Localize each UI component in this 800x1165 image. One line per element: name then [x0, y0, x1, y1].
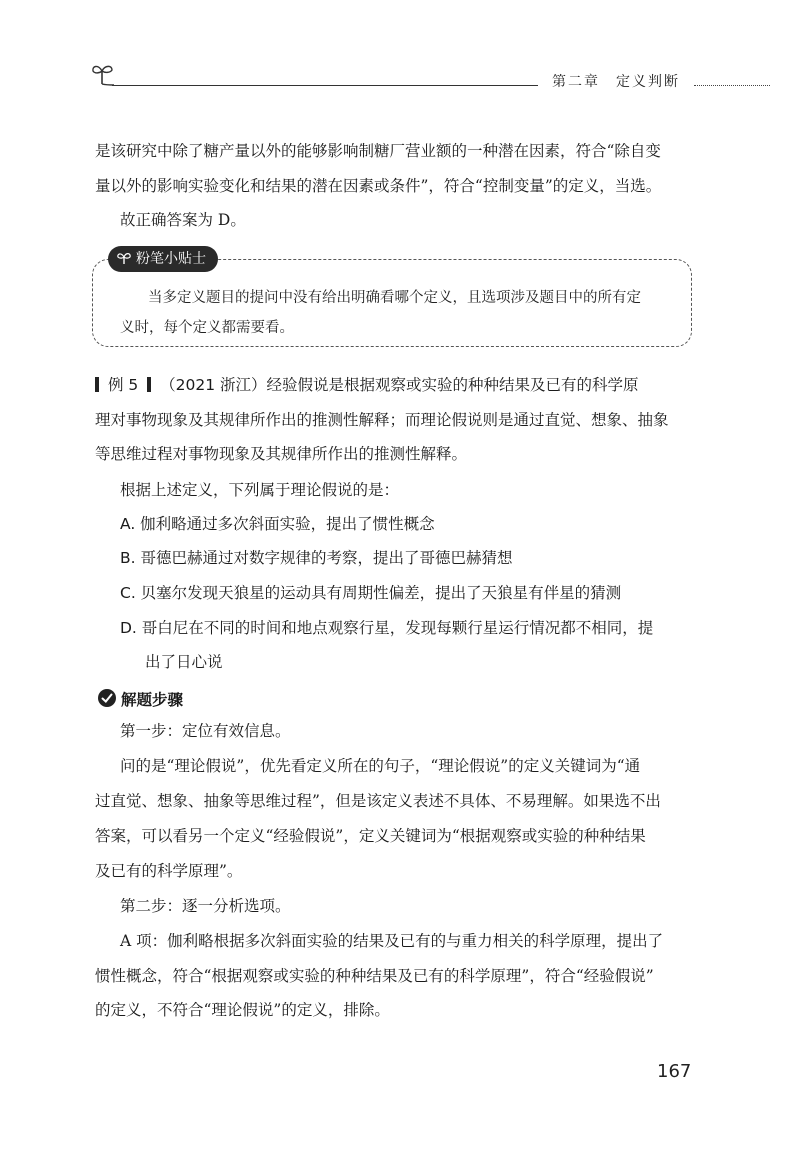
tip-label-text: 粉笔小贴士: [136, 251, 206, 267]
body-text-line: A 项：伽利略根据多次斜面实验的结果及已有的与重力相关的科学原理，提出了: [120, 932, 664, 950]
chapter-title: 第二章 定义判断: [552, 74, 680, 90]
tip-label: [108, 246, 218, 272]
body-text-line: 过直觉、想象、抽象等思维过程”，但是该定义表述不具体、不易理解。如果选不出: [95, 792, 661, 810]
marker-bar: [147, 377, 151, 392]
option-d-continued: 出了日心说: [145, 653, 223, 671]
body-text-line: 是该研究中除了糖产量以外的能够影响制糖厂营业额的一种潜在因素，符合“除自变: [95, 142, 661, 160]
example-marker: 例 5: [107, 376, 139, 394]
step-heading: 第一步：定位有效信息。: [120, 722, 291, 740]
tip-text-line: 当多定义题目的提问中没有给出明确看哪个定义，且选项涉及题目中的所有定: [148, 290, 641, 306]
body-text-line: 惯性概念，符合“根据观察或实验的种种结果及已有的科学原理”，符合“经验假说”: [95, 967, 654, 985]
body-text-line: 等思维过程对事物现象及其规律所作出的推测性解释。: [95, 445, 468, 463]
check-badge-icon: [97, 688, 117, 708]
body-text-line: 问的是“理论假说”，优先看定义所在的句子，“理论假说”的定义关键词为“通: [120, 757, 641, 775]
sprout-icon: [116, 251, 132, 265]
body-text-line: 及已有的科学原理”。: [95, 862, 243, 880]
page-number: 167: [657, 1061, 692, 1082]
option-b: B. 哥德巴赫通过对数字规律的考察，提出了哥德巴赫猜想: [120, 549, 513, 567]
solution-title: 解题步骤: [121, 691, 184, 709]
example-text: （2021 浙江）经验假说是根据观察或实验的种种结果及已有的科学原: [160, 376, 639, 394]
header-rule: [112, 85, 538, 86]
option-c: C. 贝塞尔发现天狼星的运动具有周期性偏差，提出了天狼星有伴星的猜测: [120, 584, 622, 602]
header-dotted-rule: [694, 85, 770, 86]
sprout-icon: [90, 62, 118, 86]
body-text-line: 的定义，不符合“理论假说”的定义，排除。: [95, 1001, 390, 1019]
tip-text-line: 义时，每个定义都需要看。: [120, 320, 294, 336]
option-a: A. 伽利略通过多次斜面实验，提出了惯性概念: [120, 515, 435, 533]
body-text-line: 理对事物现象及其规律所作出的推测性解释；而理论假说则是通过直觉、想象、抽象: [95, 411, 669, 429]
option-d: D. 哥白尼在不同的时间和地点观察行星，发现每颗行星运行情况都不相同，提: [120, 619, 654, 637]
example-header-line: [95, 375, 639, 395]
question-line: 根据上述定义，下列属于理论假说的是：: [120, 481, 400, 499]
marker-bar: [95, 377, 99, 392]
answer-line: 故正确答案为 D。: [120, 211, 246, 229]
step-heading: 第二步：逐一分析选项。: [120, 897, 291, 915]
body-text-line: 答案，可以看另一个定义“经验假说”，定义关键词为“根据观察或实验的种种结果: [95, 827, 646, 845]
body-text-line: 量以外的影响实验变化和结果的潜在因素或条件”，符合“控制变量”的定义，当选。: [95, 177, 662, 195]
